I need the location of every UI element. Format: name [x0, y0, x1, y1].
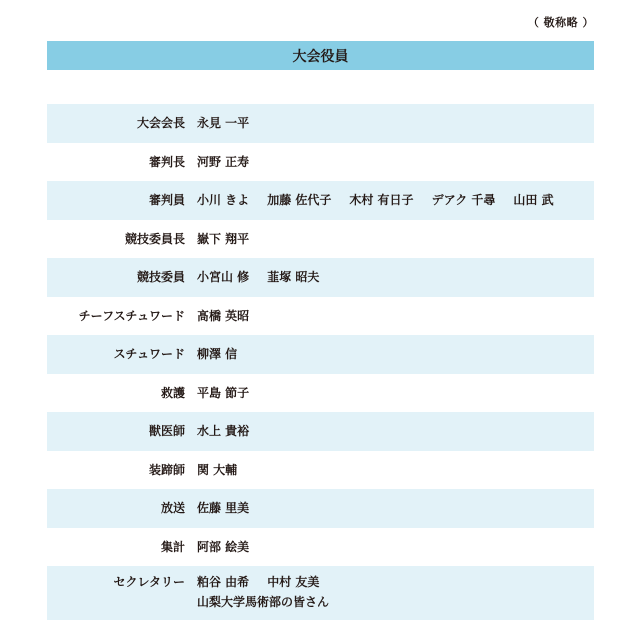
official-row — [47, 412, 594, 451]
role-label: 獣医師 — [148, 424, 185, 439]
official-name: 永見 一平 — [197, 116, 250, 131]
role-label: 競技委員 — [136, 270, 185, 285]
official-name: 粕谷 由希 — [197, 575, 250, 589]
official-row — [47, 181, 594, 220]
official-row — [47, 451, 594, 490]
names-cell — [197, 421, 267, 441]
role-label: 大会会長 — [136, 116, 185, 131]
names-cell — [197, 267, 337, 287]
role-label: 放送 — [160, 501, 185, 516]
names-cell — [197, 229, 267, 249]
names-cell — [197, 190, 572, 210]
official-row — [47, 335, 594, 374]
official-name: デアク 千尋 — [431, 193, 496, 208]
official-name: 関 大輔 — [197, 462, 238, 477]
official-row — [47, 528, 594, 567]
official-name: 阿部 絵美 — [197, 539, 250, 554]
official-name: 小宮山 修 — [197, 270, 250, 285]
names-cell — [197, 383, 267, 403]
section-title: 大会役員 — [47, 41, 594, 70]
role-label: 救護 — [160, 385, 185, 400]
officials-list — [47, 104, 594, 620]
official-row — [47, 143, 594, 182]
role-label: スチュワード — [113, 347, 185, 362]
role-label: 競技委員長 — [124, 231, 185, 246]
official-row — [47, 258, 594, 297]
names-cell — [197, 152, 267, 172]
official-row — [47, 104, 594, 143]
role-label: 審判長 — [148, 154, 185, 169]
honorific-omitted-note: （ 敬称略 ） — [527, 16, 594, 29]
names-line — [197, 592, 347, 612]
role-label: チーフスチュワード — [78, 308, 185, 323]
official-name: 木村 有日子 — [349, 193, 414, 208]
official-name: 嶽下 翔平 — [197, 231, 250, 246]
role-label: 審判員 — [148, 193, 185, 208]
names-line — [197, 572, 347, 592]
names-cell — [197, 113, 267, 133]
official-row — [47, 374, 594, 413]
role-label: 集計 — [160, 539, 185, 554]
official-name: 小川 きよ — [197, 193, 250, 208]
official-row — [47, 297, 594, 336]
official-name: 韮塚 昭夫 — [267, 270, 320, 285]
official-row — [47, 566, 594, 620]
official-row — [47, 489, 594, 528]
names-cell — [197, 498, 267, 518]
names-cell — [197, 572, 347, 612]
role-label: 装蹄師 — [148, 462, 185, 477]
names-cell — [197, 344, 255, 364]
official-name: 柳澤 信 — [197, 347, 238, 362]
names-cell — [197, 306, 267, 326]
official-name: 髙橋 英昭 — [197, 308, 250, 323]
official-name: 河野 正寿 — [197, 154, 250, 169]
official-group-name: 山梨大学馬術部の皆さん — [197, 595, 330, 609]
official-name: 平島 節子 — [197, 385, 250, 400]
official-name: 佐藤 里美 — [197, 501, 250, 516]
role-label: セクレタリー — [113, 575, 185, 589]
official-name: 水上 貴裕 — [197, 424, 250, 439]
official-name: 中村 友美 — [267, 575, 320, 589]
official-name: 山田 武 — [513, 193, 554, 208]
names-cell — [197, 460, 255, 480]
official-row — [47, 220, 594, 259]
names-cell — [197, 537, 267, 557]
official-name: 加藤 佐代子 — [267, 193, 332, 208]
